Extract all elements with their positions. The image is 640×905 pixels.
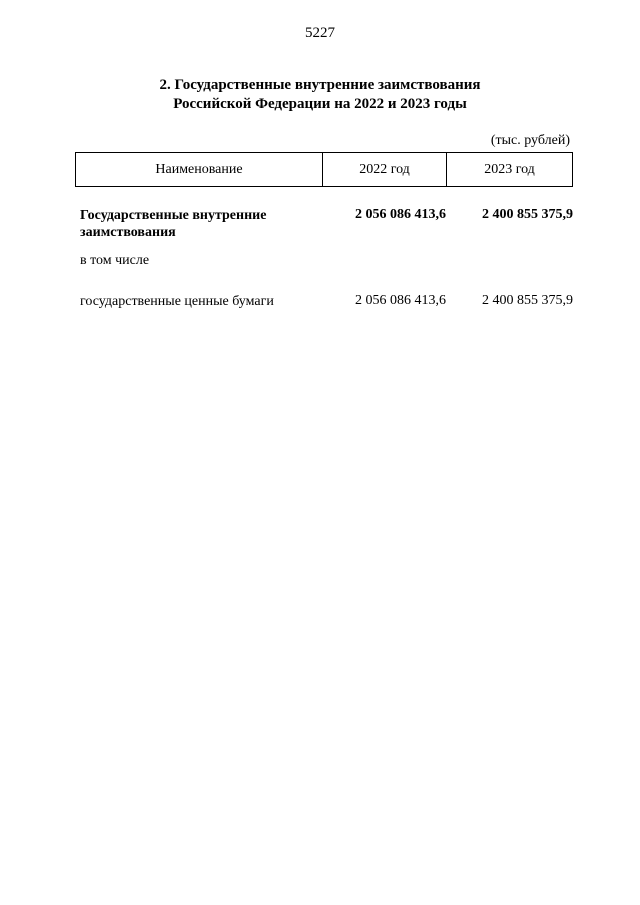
unit-label: (тыс. рублей) bbox=[490, 133, 570, 148]
row-value-2023: 2 400 855 375,9 bbox=[482, 207, 573, 222]
row-value-2023: 2 400 855 375,9 bbox=[482, 293, 573, 308]
row-value-2022: 2 056 086 413,6 bbox=[355, 207, 446, 222]
header-2022: 2022 год bbox=[323, 153, 447, 186]
row-value-2022: 2 056 086 413,6 bbox=[355, 293, 446, 308]
header-name: Наименование bbox=[76, 153, 323, 186]
row-name: государственные ценные бумаги bbox=[80, 294, 274, 309]
row-name: в том числе bbox=[80, 253, 150, 268]
title-line-1: 2. Государственные внутренние заимствования bbox=[159, 77, 481, 93]
page-number: 5227 bbox=[305, 25, 335, 41]
title-line-2: Российской Федерации на 2022 и 2023 годы bbox=[173, 96, 467, 112]
header-2023: 2023 год bbox=[484, 161, 535, 177]
table-header bbox=[75, 152, 573, 187]
row-name: Государственные внутренние заимствования bbox=[80, 208, 267, 240]
document-title bbox=[0, 76, 640, 114]
